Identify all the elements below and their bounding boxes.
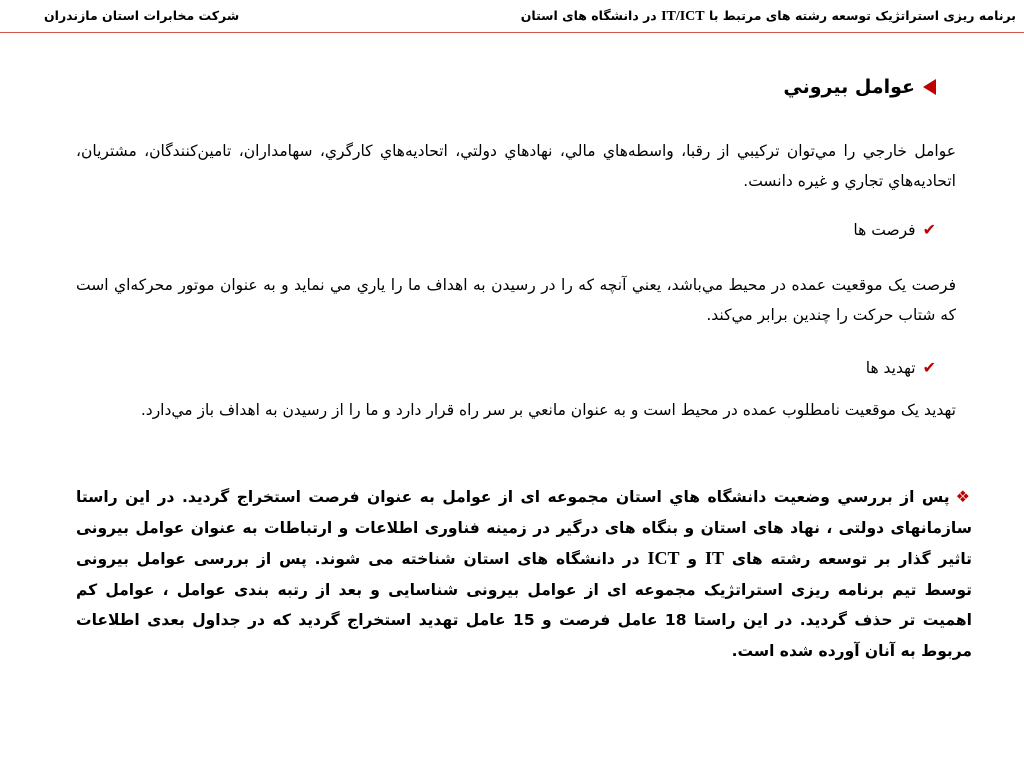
intro-paragraph: عوامل خارجي را مي‌توان تركيبي از رقبا، واسطه‌هاي مالي، نهادهاي دولتي، اتحاديه‌هاي كارگري، سهامداران، تامين‌كنندگان، مشتريان، اتحاديه‌هاي تجاري و غيره دانست. [76, 142, 956, 190]
presentation-title [521, 8, 1016, 25]
summary-part1: پس از بررسي وضعيت دانشگاه هاي استان مجموعه ای از عوامل به عنوان فرصت استخراج گردید. در این راستا سازمانهای دولتی ، نهاد های استان و بنگاه های درگیر در زمینه فناوری اطلاعات و ارتباطات به عنوان عوامل بیرونی تاثیر گذار بر توسعه رشته های [76, 488, 972, 568]
diamond-icon: ❖ [955, 487, 972, 506]
opportunities-paragraph: فرصت يک موقعيت عمده در محيط مي‌باشد، يعني آنچه که را در رسيدن به اهداف ما را ياري مي نمايد و به عنوان موتور محرکه‌اي است که شتاب حرکت را چندين برابر مي‌کند. [76, 276, 956, 324]
section-heading [783, 76, 936, 98]
company-name: شرکت مخابرات استان مازندران [44, 8, 240, 23]
check-icon: ✔ [922, 358, 936, 377]
summary-it: IT [704, 548, 724, 568]
threats-paragraph: تهديد يک موقعيت نامطلوب عمده در محيط است و به عنوان مانعي بر سر راه قرار دارد و ما را از رسيدن به اهداف باز مي‌دارد. [140, 401, 956, 419]
summary-ict: ICT [647, 548, 680, 568]
summary-and: و [687, 550, 698, 568]
title-part2: در دانشگاه های استان [520, 8, 657, 23]
summary-paragraph [76, 482, 972, 666]
arrow-icon [923, 79, 936, 95]
threats-title [866, 358, 936, 377]
title-part1: برنامه ریزی استراتژیک توسعه رشته های مرتبط با [709, 8, 1016, 23]
section-heading-text: عوامل بيروني [783, 76, 915, 98]
threats-title-text: تهديد ها [865, 359, 916, 377]
summary-part2: در دانشگاه های استان شناخته می شوند. پس از بررسی عوامل بیرونی توسط تیم برنامه ریزی استراتژیک مجموعه ای از عوامل بیرونی شناسایی و بعد از رتبه بندی عوامل ، عوامل کم اهمیت تر حذف گردید. در این راستا 18 عامل فرصت و 15 عامل تهدید استخراج گردید که در جداول بعدی اطلاعات مربوط به آنان آورده شده است. [76, 550, 972, 660]
check-icon: ✔ [922, 220, 936, 239]
slide-header [0, 0, 1024, 33]
opportunities-title-text: فرصت ها [853, 221, 916, 239]
title-ict: IT/ICT [661, 9, 705, 24]
opportunities-title [853, 220, 936, 239]
